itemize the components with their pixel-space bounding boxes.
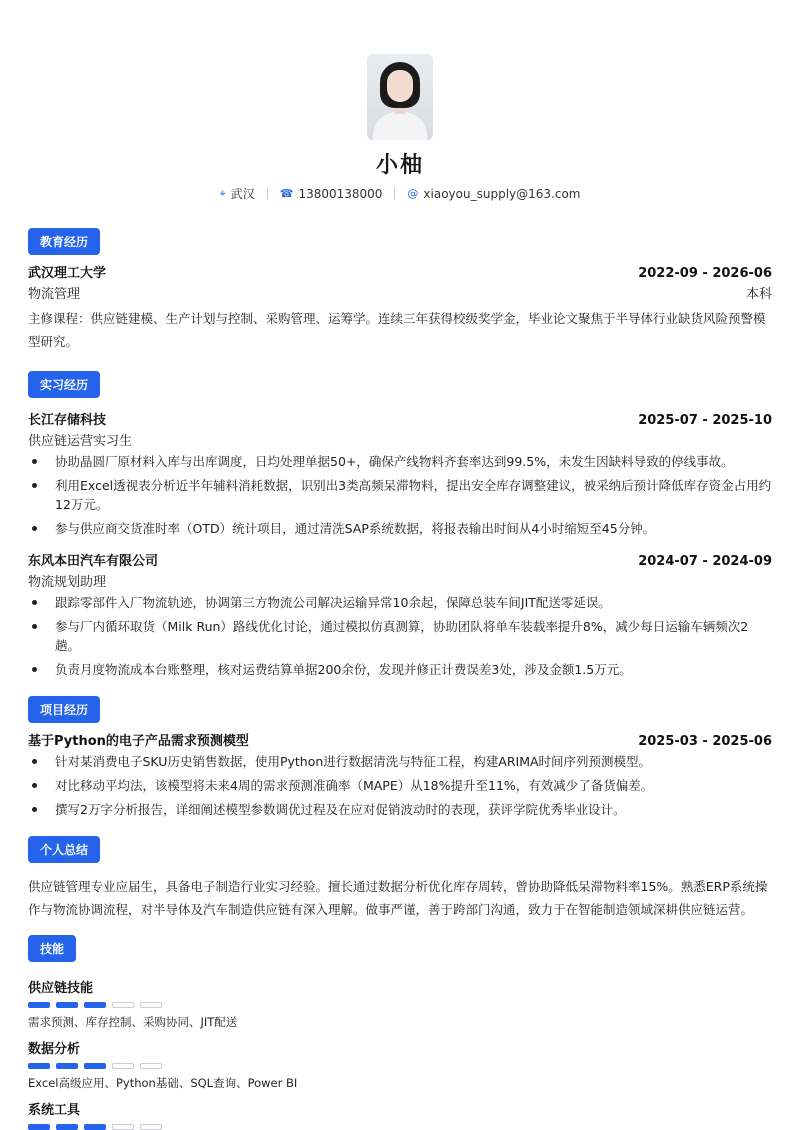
bullet-item: 参与供应商交货准时率（OTD）统计项目，通过清洗SAP系统数据，将报表输出时间从4小时缩短至45分钟。 — [28, 519, 772, 538]
skill-level-filled — [28, 1063, 50, 1069]
skill-level-filled — [84, 1063, 106, 1069]
skill-name: 供应链技能 — [28, 981, 94, 996]
skill-level-empty — [112, 1002, 134, 1008]
job-role: 供应链运营实习生 — [28, 434, 133, 449]
skill-level-bars — [28, 1063, 772, 1069]
bullet-list — [28, 452, 772, 538]
degree: 本科 — [745, 287, 772, 302]
skill-level-bars — [28, 1124, 772, 1130]
skill-level-empty — [112, 1063, 134, 1069]
bullet-item: 参与厂内循环取货（Milk Run）路线优化讨论，通过模拟仿真测算，协助团队将单车装载率提升8%，减少每日运输车辆频次2趟。 — [28, 617, 772, 655]
section-title-education: 教育经历 — [28, 228, 100, 255]
bullet-item: 负责月度物流成本台账整理，核对运费结算单据200余份，发现并修正计费误差3处，涉及金额1.5万元。 — [28, 660, 772, 679]
location-pin-icon: ⌖ — [219, 186, 226, 200]
internship-entry — [28, 550, 772, 679]
at-sign-icon: @ — [407, 187, 419, 200]
resume-header — [28, 0, 772, 202]
skill-description: 需求预测、库存控制、采购协同、JIT配送 — [28, 1015, 238, 1029]
contact-phone — [280, 187, 383, 201]
skill-level-empty — [140, 1124, 162, 1130]
skill-level-empty — [112, 1124, 134, 1130]
bullet-item: 针对某消费电子SKU历史销售数据，使用Python进行数据清洗与特征工程，构建ARIMA时间序列预测模型。 — [28, 752, 772, 771]
company-name: 长江存储科技 — [28, 413, 107, 428]
skills-section — [28, 923, 772, 1130]
project-date: 2025-03 - 2025-06 — [638, 734, 772, 749]
internship-date: 2025-07 - 2025-10 — [638, 413, 772, 428]
internship-entry — [28, 409, 772, 538]
skills-list — [28, 977, 772, 1130]
bullet-item: 跟踪零部件入厂物流轨迹，协调第三方物流公司解决运输异常10余起，保障总装车间JIT配送零延误。 — [28, 593, 772, 612]
profile-photo — [367, 54, 433, 140]
email-text[interactable]: xiaoyou_supply@163.com — [423, 186, 581, 201]
skill-level-filled — [28, 1124, 50, 1130]
skill-level-filled — [28, 1002, 50, 1008]
bullet-item: 利用Excel透视表分析近半年辅料消耗数据，识别出3类高频呆滞物料，提出安全库存调整建议，被采纳后预计降低库存资金占用约12万元。 — [28, 476, 772, 514]
skill-name: 数据分析 — [28, 1042, 81, 1057]
section-title-internship: 实习经历 — [28, 371, 100, 398]
skill-level-filled — [84, 1124, 106, 1130]
section-title-project: 项目经历 — [28, 696, 100, 723]
skill-level-empty — [140, 1063, 162, 1069]
bullet-item: 协助晶圆厂原材料入库与出库调度，日均处理单据50+，确保产线物料齐套率达到99.5%，未发生因缺料导致的停线事故。 — [28, 452, 772, 471]
location-text: 武汉 — [230, 187, 255, 201]
internship-date: 2024-07 - 2024-09 — [638, 554, 772, 569]
major: 物流管理 — [28, 287, 81, 302]
skill-description: Excel高级应用、Python基础、SQL查询、Power BI — [28, 1076, 298, 1090]
skill-level-filled — [56, 1002, 78, 1008]
phone-text: 13800138000 — [298, 186, 383, 201]
skill-item — [28, 1038, 772, 1091]
section-title-skills: 技能 — [28, 935, 76, 962]
education-description: 主修课程：供应链建模、生产计划与控制、采购管理、运筹学。连续三年获得校级奖学金，毕业论文聚焦于半导体行业缺货风险预警模型研究。 — [28, 311, 766, 349]
education-date: 2022-09 - 2026-06 — [638, 266, 772, 281]
contact-location — [220, 185, 255, 202]
bullet-list — [28, 752, 772, 819]
bullet-item: 撰写2万字分析报告，详细阐述模型参数调优过程及在应对促销波动时的表现，获评学院优秀毕业设计。 — [28, 800, 772, 819]
summary-section — [28, 824, 772, 921]
phone-icon: ☎ — [279, 187, 294, 200]
section-title-summary: 个人总结 — [28, 836, 100, 863]
skill-name: 系统工具 — [28, 1103, 81, 1118]
contact-divider — [394, 187, 395, 200]
skill-level-filled — [84, 1002, 106, 1008]
education-section — [28, 216, 772, 353]
skill-item — [28, 1099, 772, 1130]
company-name: 东风本田汽车有限公司 — [28, 554, 159, 569]
skill-level-filled — [56, 1124, 78, 1130]
internship-section — [28, 359, 772, 679]
contact-info — [28, 185, 772, 202]
summary-text: 供应链管理专业应届生，具备电子制造行业实习经验。擅长通过数据分析优化库存周转，曾协助降低呆滞物料率15%。熟悉ERP系统操作与物流协调流程，对半导体及汽车制造供应链有深入理解。做事严谨，善于跨部门沟通，致力于在智能制造领域深耕供应链运营。 — [28, 879, 768, 917]
job-role: 物流规划助理 — [28, 575, 107, 590]
bullet-list — [28, 593, 772, 679]
skill-item — [28, 977, 772, 1030]
school-name: 武汉理工大学 — [28, 266, 107, 281]
skill-level-bars — [28, 1002, 772, 1008]
project-section — [28, 684, 772, 819]
bullet-item: 对比移动平均法，该模型将未来4周的需求预测准确率（MAPE）从18%提升至11%，有效减少了备货偏差。 — [28, 776, 772, 795]
skill-level-filled — [56, 1063, 78, 1069]
contact-email[interactable] — [407, 187, 580, 201]
contact-divider — [267, 187, 268, 200]
project-name: 基于Python的电子产品需求预测模型 — [28, 734, 249, 749]
candidate-name: 小柚 — [375, 153, 424, 178]
skill-level-empty — [140, 1002, 162, 1008]
